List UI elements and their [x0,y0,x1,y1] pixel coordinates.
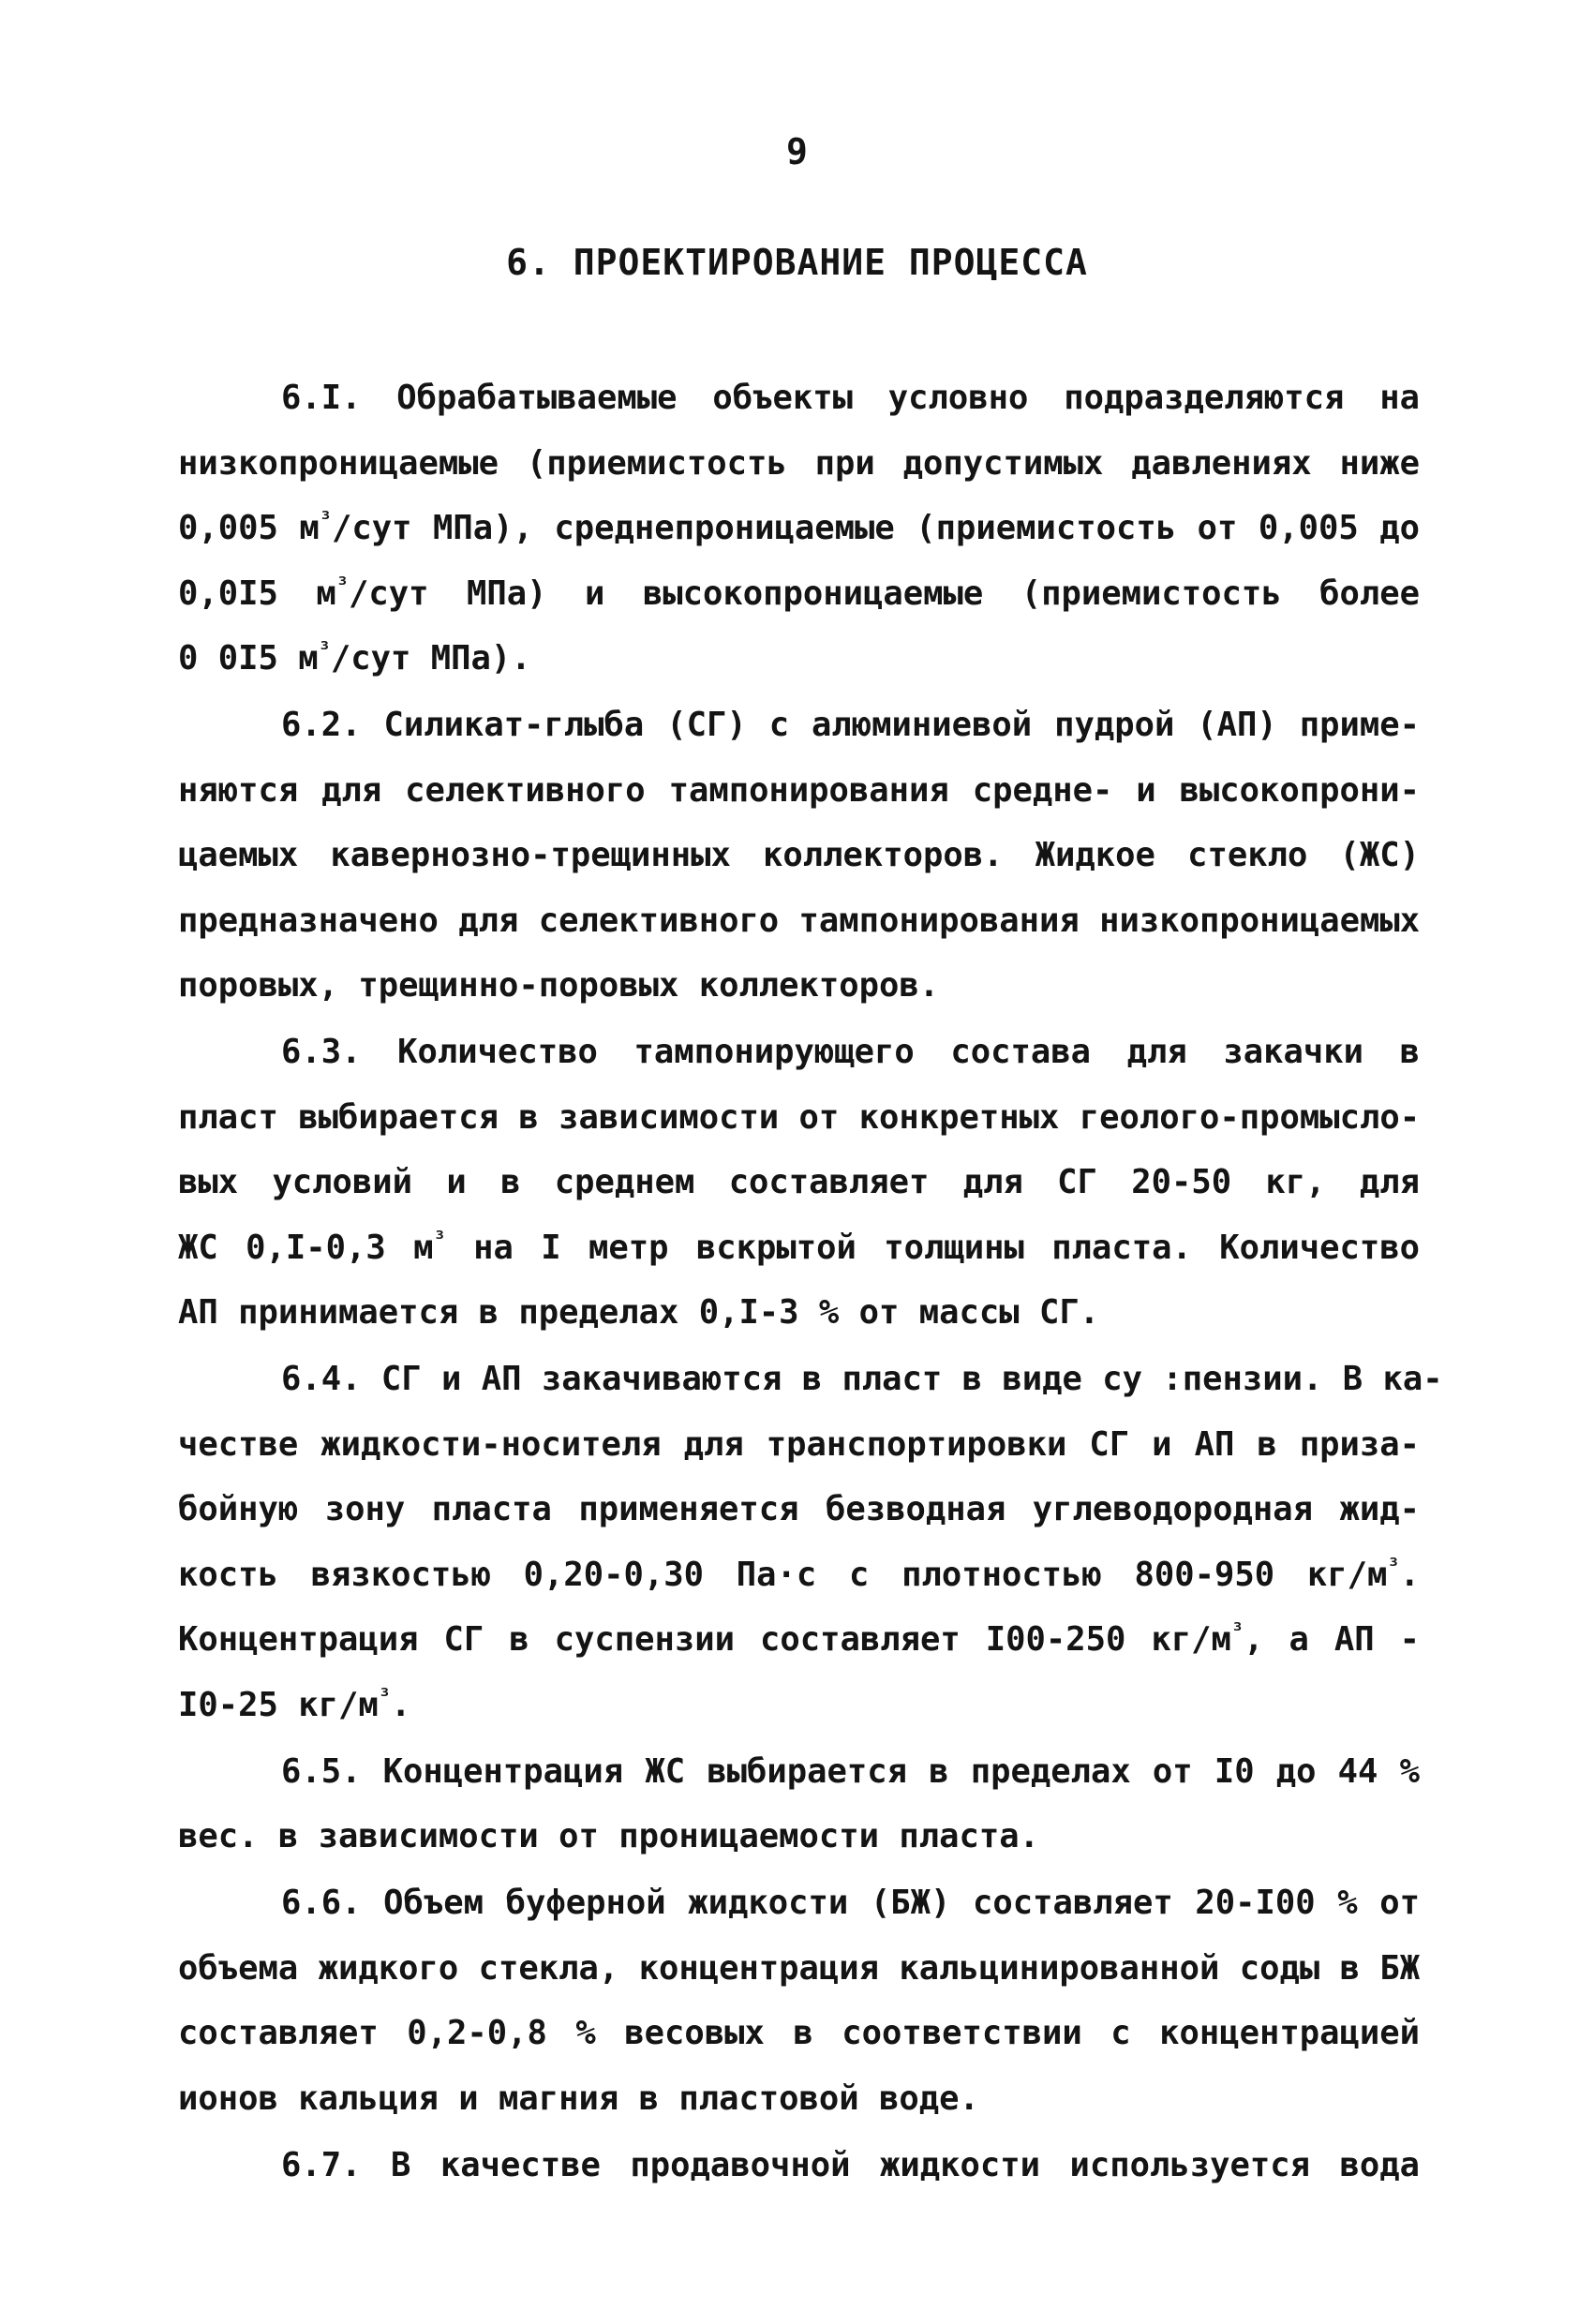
text-line: няются для селективного тампонирования средне- и высокопрони- [178,770,1420,810]
page-number: 9 [786,131,808,172]
paragraph-6-2 [178,693,1420,1019]
text-line: 0,0I5 $м^{^3}$/сут МПа) и высокопроницаемые (приемистость более [178,573,1420,613]
text-line: низкопроницаемые (приемистость при допустимых давлениях ниже [178,443,1420,483]
text-line: поровых, трещинно-поровых коллекторов. [178,966,940,1005]
text-line: 6.3. Количество тампонирующего состава для закачки в [281,1033,1420,1071]
text-line: 6.2. Силикат-глыба (СГ) с алюминиевой пудрой (АП) приме- [281,706,1420,744]
text-line: вых условий и в среднем составляет для СГ 20-50 кг, для [178,1163,1420,1201]
text-line: честве жидкости-носителя для транспортировки СГ и АП в приза- [178,1424,1420,1464]
paragraph-6-7 [178,2133,1420,2198]
text-line: АП принимается в пределах 0,I-3 % от массы СГ. [178,1293,1100,1332]
text-line: кость вязкостью 0,20-0,30 Па·с с плотностью 800-950 $кг/м^{^3}$. [178,1554,1420,1594]
text-line: составляет 0,2-0,8 % весовых в соответствии с концентрацией [178,2014,1420,2052]
body-text [178,365,1443,2199]
text-line: ЖС 0,I-0,3 $м^{^3}$ на I метр вскрытой толщины пласта. Количество [178,1227,1420,1267]
text-line: 6.6. Объем буферной жидкости (БЖ) составляет 20-I00 % от [281,1884,1420,1922]
text-line: 0 0I5 $м^{^3}$/сут МПа). [178,638,531,678]
text-line: вес. в зависимости от проницаемости пласта. [178,1817,1040,1855]
paragraph-6-1 [178,365,1420,692]
text-line: цаемых кавернозно-трещинных коллекторов. Жидкое стекло (ЖС) [178,836,1420,874]
paragraph-6-3 [178,1020,1420,1346]
paragraph-6-6 [178,1870,1420,2131]
text-line: бойную зону пласта применяется безводная углеводородная жид- [178,1490,1420,1528]
text-line: 6.4. СГ и АП закачиваются в пласт в виде су :пензии. В ка- [281,1360,1443,1398]
text-line: ионов кальция и магния в пластовой воде. [178,2078,979,2118]
text-line: объема жидкого стекла, концентрация кальцинированной соды в БЖ [178,1948,1421,1988]
text-line: 6.I. Обрабатываемые объекты условно подразделяются на [281,379,1420,417]
text-line: пласт выбирается в зависимости от конкретных геолого-промысло- [178,1097,1421,1137]
section-title: 6. ПРОЕКТИРОВАНИЕ ПРОЦЕССА [506,242,1088,283]
text-line: 6.7. В качестве продавочной жидкости используется вода [281,2145,1420,2184]
text-line: Концентрация СГ в суспензии составляет I00-250 $кг/м^{^3}$, а АП - [178,1619,1421,1659]
text-line: предназначено для селективного тампонирования низкопроницаемых [178,901,1421,940]
paragraph-6-4 [178,1347,1443,1737]
paragraph-6-5 [178,1739,1420,1870]
text-line: 6.5. Концентрация ЖС выбирается в пределах от I0 до 44 % [281,1751,1420,1791]
text-line: 0,005 $м^{^3}$/сут МПа), среднепроницаемые (приемистость от 0,005 до [178,508,1420,547]
text-line: I0-25 $кг/м^{^3}$. [178,1684,411,1724]
